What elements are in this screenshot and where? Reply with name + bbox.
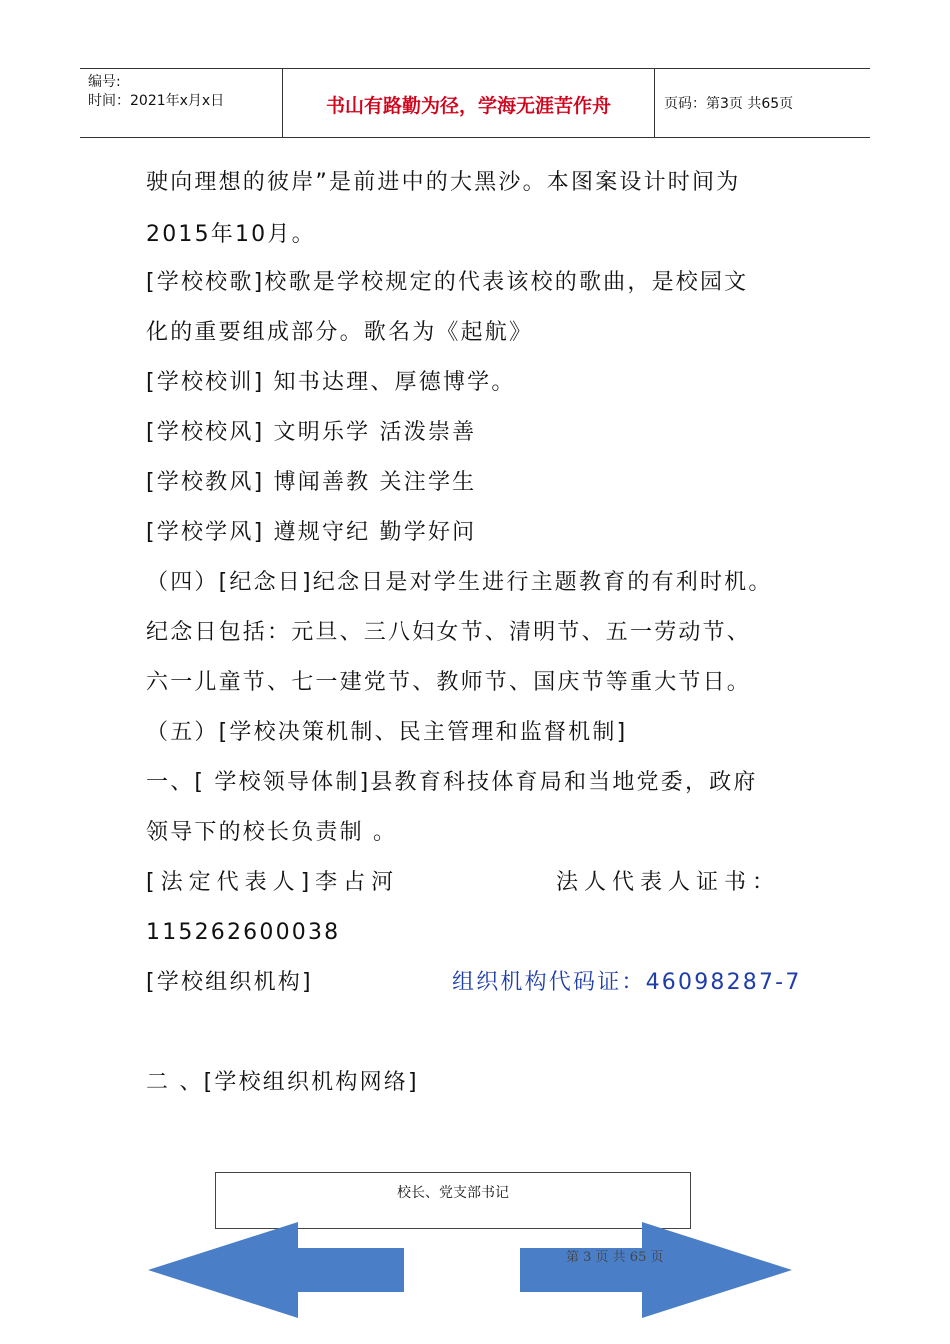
body-line: （五）[学校决策机制、民主管理和监督机制] — [146, 720, 628, 745]
network-heading: 二 、[学校组织机构网络] — [146, 1070, 419, 1095]
header-motto: 书山有路勤为径，学海无涯苦作舟 — [325, 95, 611, 117]
body-line: 纪念日包括：元旦、三八妇女节、清明节、五一劳动节、 — [146, 620, 752, 645]
org-label: [学校组织机构] — [146, 970, 313, 995]
org-chart-top-box — [215, 1172, 691, 1229]
body-line: [学校校训] 知书达理、厚德博学。 — [146, 370, 516, 395]
header-meta — [88, 73, 224, 111]
org-chart-top-label: 校长、党支部书记 — [397, 1185, 509, 1201]
page-footer: 第 3 页 共 65 页 — [566, 1250, 664, 1265]
body-line: [学校教风] 博闻善教 关注学生 — [146, 470, 477, 495]
body-line: [学校校歌]校歌是学校规定的代表该校的歌曲，是校园文 — [146, 270, 749, 295]
body-line: 一、[ 学校领导体制]县教育科技体育局和当地党委，政府 — [146, 770, 758, 795]
body-line: [学校校风] 文明乐学 活泼崇善 — [146, 420, 477, 445]
header-divider — [654, 69, 655, 137]
body-line: （四）[纪念日]纪念日是对学生进行主题教育的有利时机。 — [146, 570, 773, 595]
right-arrow-shape — [520, 1222, 792, 1318]
body-line: 化的重要组成部分。歌名为《起航》 — [146, 320, 534, 345]
header-page-number: 页码：第3页 共65页 — [664, 96, 794, 112]
doc-code-label: 编号: — [88, 74, 121, 90]
body-line: 领导下的校长负责制 。 — [146, 820, 398, 845]
representative-cert-label: 法人代表人证书： — [556, 870, 781, 895]
org-chart-double-arrow — [148, 1222, 792, 1344]
body-line: 2015年10月。 — [146, 222, 316, 247]
body-line: [学校学风] 遵规守纪 勤学好问 — [146, 520, 477, 545]
doc-date-label: 时间：2021年x月x日 — [88, 93, 225, 109]
left-arrow-shape — [148, 1222, 404, 1318]
org-code: 组织机构代码证：46098287-7 — [452, 970, 802, 995]
page-header — [80, 68, 870, 138]
representative-cert-number: 115262600038 — [146, 920, 341, 945]
legal-representative: [法定代表人]李占河 — [146, 870, 400, 895]
body-line: 六一儿童节、七一建党节、教师节、国庆节等重大节日。 — [146, 670, 752, 695]
body-line: 驶向理想的彼岸”是前进中的大黑沙。本图案设计时间为 — [146, 170, 741, 195]
